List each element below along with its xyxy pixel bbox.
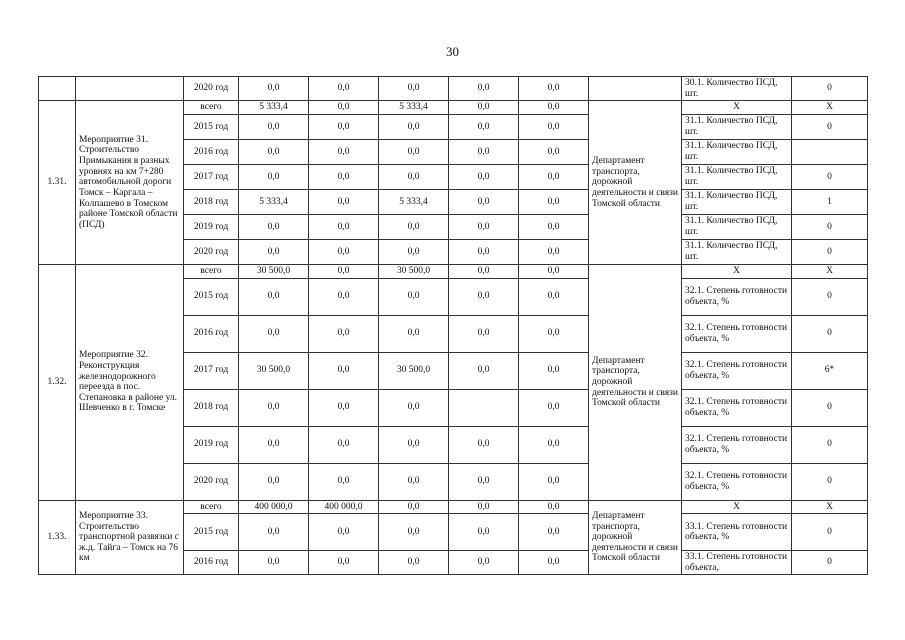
value-cell: 0,0 [309, 551, 379, 575]
indicator-cell: 31.1. Количество ПСД, шт. [682, 214, 792, 239]
indicator-cell: Х [682, 500, 792, 514]
value-cell: 0,0 [519, 315, 589, 352]
value-cell [449, 389, 519, 426]
value-cell: 0,0 [309, 239, 379, 264]
target-value-cell: 0 [792, 389, 868, 426]
value-cell: 0,0 [449, 264, 519, 278]
value-cell: 400 000,0 [309, 500, 379, 514]
value-cell: 0,0 [449, 551, 519, 575]
value-cell: 0,0 [309, 189, 379, 214]
measure-name-cell: Мероприятие 33. Строительство транспортной развязки с ж.д. Тайга – Томск на 76 км [76, 500, 184, 575]
table-row [39, 101, 868, 115]
year-cell: 2016 год [184, 139, 239, 164]
table-row [39, 77, 868, 101]
value-cell: 0,0 [239, 278, 309, 315]
value-cell: 0,0 [519, 189, 589, 214]
value-cell: 0,0 [449, 214, 519, 239]
year-cell: 2015 год [184, 514, 239, 551]
value-cell: 0,0 [239, 214, 309, 239]
value-cell: 0,0 [239, 463, 309, 500]
indicator-cell: 31.1. Количество ПСД, шт. [682, 114, 792, 139]
value-cell: 0,0 [519, 426, 589, 463]
year-cell: всего [184, 101, 239, 115]
value-cell: 0,0 [239, 114, 309, 139]
indicator-cell: Х [682, 264, 792, 278]
value-cell: 0,0 [519, 551, 589, 575]
value-cell: 0,0 [379, 77, 449, 101]
value-cell: 0,0 [309, 164, 379, 189]
target-value-cell: 0 [792, 551, 868, 575]
value-cell: 0,0 [449, 114, 519, 139]
value-cell: 0,0 [309, 278, 379, 315]
row-number-cell: 1.32. [39, 264, 76, 500]
value-cell: 0,0 [239, 514, 309, 551]
value-cell: 0,0 [519, 239, 589, 264]
value-cell: 0,0 [309, 101, 379, 115]
value-cell: 0,0 [239, 239, 309, 264]
value-cell: 0,0 [449, 278, 519, 315]
value-cell: 0,0 [379, 426, 449, 463]
executor-cell: Департамент транспорта, дорожной деятельности и связи Томской области [589, 500, 682, 575]
value-cell: 0,0 [239, 164, 309, 189]
value-cell: 0,0 [239, 77, 309, 101]
value-cell: 0,0 [239, 389, 309, 426]
executor-cell [589, 77, 682, 101]
indicator-cell: 32.1. Степень готовности объекта, % [682, 426, 792, 463]
indicator-cell: Х [682, 101, 792, 115]
value-cell: 0,0 [519, 214, 589, 239]
target-value-cell: 0 [792, 514, 868, 551]
target-value-cell: 1 [792, 189, 868, 214]
measure-name-cell: Мероприятие 31. Строительство Примыкания в разных уровнях на км 7+280 автомобильной дороги Томск – Каргала – Колпашево в Томском районе Томской области (ПСД) [76, 101, 184, 265]
indicator-cell: 32.1. Степень готовности объекта, % [682, 463, 792, 500]
year-cell: 2017 год [184, 352, 239, 389]
value-cell: 0,0 [519, 389, 589, 426]
measure-name-cell: Мероприятие 32. Реконструкция железнодорожного переезда в пос. Степановка в районе ул. Шевченко в г. Томске [76, 264, 184, 500]
value-cell: 0,0 [519, 463, 589, 500]
target-value-cell: 0 [792, 114, 868, 139]
indicator-cell: 32.1. Степень готовности объекта, % [682, 315, 792, 352]
value-cell: 0,0 [309, 264, 379, 278]
year-cell: 2016 год [184, 551, 239, 575]
value-cell: 0,0 [379, 214, 449, 239]
value-cell: 0,0 [309, 514, 379, 551]
value-cell: 0,0 [379, 389, 449, 426]
row-number-cell [39, 77, 76, 101]
table-row [39, 500, 868, 514]
value-cell: 0,0 [449, 514, 519, 551]
target-value-cell: 0 [792, 463, 868, 500]
value-cell: 0,0 [519, 164, 589, 189]
indicator-cell: 33.1. Степень готовности объекта, [682, 551, 792, 575]
row-number-cell: 1.31. [39, 101, 76, 265]
target-value-cell: Х [792, 101, 868, 115]
value-cell: 0,0 [449, 315, 519, 352]
year-cell: 2018 год [184, 189, 239, 214]
year-cell: всего [184, 264, 239, 278]
target-value-cell: 0 [792, 426, 868, 463]
value-cell: 0,0 [379, 315, 449, 352]
year-cell: всего [184, 500, 239, 514]
target-value-cell: 0 [792, 278, 868, 315]
value-cell: 0,0 [309, 426, 379, 463]
value-cell: 0,0 [309, 139, 379, 164]
value-cell: 0,0 [309, 315, 379, 352]
value-cell: 0,0 [309, 114, 379, 139]
indicator-cell: 31.1. Количество ПСД, шт. [682, 189, 792, 214]
value-cell: 0,0 [449, 101, 519, 115]
value-cell: 30 500,0 [379, 264, 449, 278]
target-value-cell: 0 [792, 214, 868, 239]
value-cell: 0,0 [309, 352, 379, 389]
indicator-cell: 31.1. Количество ПСД, шт. [682, 239, 792, 264]
value-cell: 0,0 [519, 101, 589, 115]
year-cell: 2015 год [184, 114, 239, 139]
value-cell: 0,0 [379, 514, 449, 551]
value-cell: 0,0 [239, 426, 309, 463]
target-value-cell: 0 [792, 164, 868, 189]
value-cell: 5 333,4 [239, 189, 309, 214]
value-cell: 0,0 [449, 77, 519, 101]
value-cell: 0,0 [519, 514, 589, 551]
measures-table [38, 76, 868, 575]
value-cell: 0,0 [309, 463, 379, 500]
value-cell: 0,0 [309, 389, 379, 426]
year-cell: 2020 год [184, 239, 239, 264]
value-cell: 0,0 [519, 77, 589, 101]
target-value-cell: 0 [792, 77, 868, 101]
value-cell: 0,0 [379, 551, 449, 575]
value-cell: 30 500,0 [239, 264, 309, 278]
year-cell: 2015 год [184, 278, 239, 315]
value-cell: 5 333,4 [239, 101, 309, 115]
value-cell: 0,0 [449, 463, 519, 500]
value-cell: 0,0 [309, 214, 379, 239]
executor-cell: Департамент транспорта, дорожной деятельности и связи Томской области [589, 264, 682, 500]
year-cell: 2020 год [184, 463, 239, 500]
year-cell: 2019 год [184, 214, 239, 239]
year-cell: 2020 год [184, 77, 239, 101]
value-cell: 0,0 [449, 239, 519, 264]
table-row [39, 264, 868, 278]
indicator-cell: 30.1. Количество ПСД, шт. [682, 77, 792, 101]
value-cell: 0,0 [519, 352, 589, 389]
value-cell: 30 500,0 [239, 352, 309, 389]
value-cell: 0,0 [519, 114, 589, 139]
value-cell: 0,0 [239, 139, 309, 164]
value-cell: 0,0 [379, 114, 449, 139]
indicator-cell: 32.1. Степень готовности объекта, % [682, 352, 792, 389]
value-cell: 5 333,4 [379, 101, 449, 115]
value-cell: 0,0 [519, 278, 589, 315]
indicator-cell: 32.1. Степень готовности объекта, % [682, 278, 792, 315]
value-cell: 0,0 [449, 426, 519, 463]
value-cell: 0,0 [449, 189, 519, 214]
target-value-cell: 0 [792, 239, 868, 264]
year-cell: 2019 год [184, 426, 239, 463]
value-cell: 5 333,4 [379, 189, 449, 214]
year-cell: 2018 год [184, 389, 239, 426]
value-cell: 0,0 [239, 551, 309, 575]
target-value-cell: Х [792, 500, 868, 514]
value-cell: 0,0 [239, 315, 309, 352]
value-cell: 0,0 [449, 164, 519, 189]
value-cell: 0,0 [309, 77, 379, 101]
value-cell: 0,0 [519, 500, 589, 514]
value-cell: 0,0 [379, 500, 449, 514]
value-cell: 30 500,0 [379, 352, 449, 389]
row-number-cell: 1.33. [39, 500, 76, 575]
value-cell: 400 000,0 [239, 500, 309, 514]
indicator-cell: 31.1. Количество ПСД, шт. [682, 139, 792, 164]
target-value-cell: Х [792, 264, 868, 278]
value-cell: 0,0 [449, 139, 519, 164]
page-number: 30 [446, 44, 459, 59]
target-value-cell: 6* [792, 352, 868, 389]
value-cell: 0,0 [379, 463, 449, 500]
value-cell: 0,0 [449, 352, 519, 389]
executor-cell: Департамент транспорта, дорожной деятельности и связи Томской области [589, 101, 682, 265]
value-cell: 0,0 [379, 239, 449, 264]
indicator-cell: 33.1. Степень готовности объекта, % [682, 514, 792, 551]
value-cell: 0,0 [449, 500, 519, 514]
year-cell: 2016 год [184, 315, 239, 352]
year-cell: 2017 год [184, 164, 239, 189]
indicator-cell: 31.1. Количество ПСД, шт. [682, 164, 792, 189]
value-cell: 0,0 [379, 278, 449, 315]
value-cell: 0,0 [519, 264, 589, 278]
measure-name-cell [76, 77, 184, 101]
value-cell: 0,0 [379, 139, 449, 164]
target-value-cell: 0 [792, 315, 868, 352]
value-cell: 0,0 [519, 139, 589, 164]
value-cell: 0,0 [379, 164, 449, 189]
target-value-cell [792, 139, 868, 164]
indicator-cell: 32.1. Степень готовности объекта, % [682, 389, 792, 426]
